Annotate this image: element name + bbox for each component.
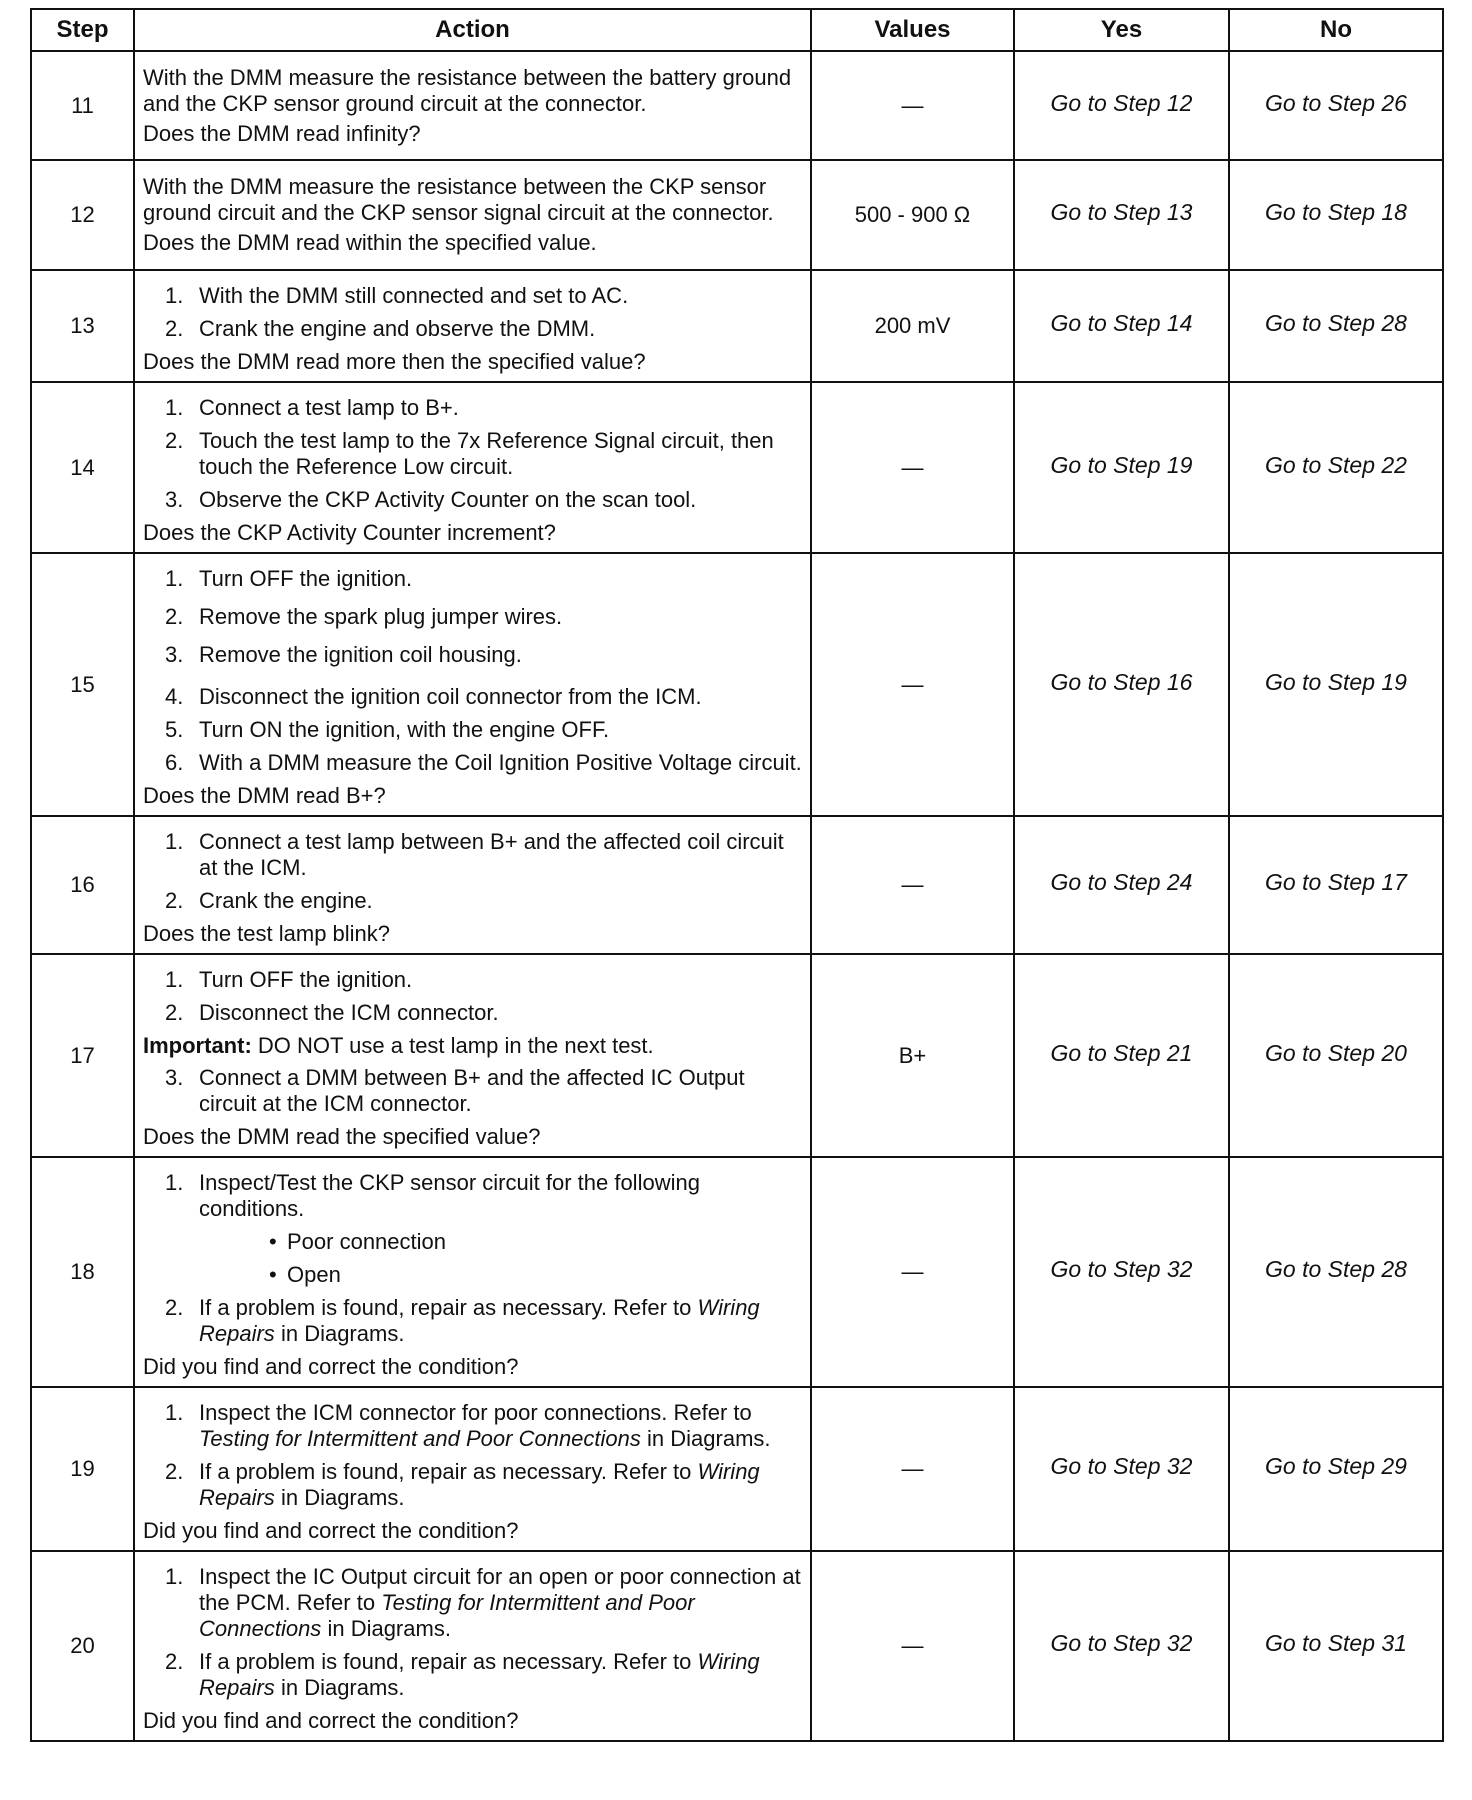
action-steps xyxy=(143,1170,802,1347)
action-step: 1. Connect a test lamp to B+. xyxy=(165,395,459,420)
step-number: 13 xyxy=(31,270,134,382)
no-link[interactable]: Go to Step 22 xyxy=(1229,382,1443,553)
action-step: 1. Inspect the IC Output circuit for an open or poor connection at the PCM. Refer to Testing for Intermittent and Poor Connections in Diagrams. xyxy=(165,1564,801,1641)
no-link[interactable]: Go to Step 31 xyxy=(1229,1551,1443,1741)
action-step: 3. Connect a DMM between B+ and the affected IC Output circuit at the ICM connector. xyxy=(165,1065,745,1116)
wiring-repairs-ref: Wiring Repairs xyxy=(199,1459,760,1510)
action-question: Does the CKP Activity Counter increment? xyxy=(143,520,556,545)
wiring-repairs-ref: Wiring Repairs xyxy=(199,1295,760,1346)
action-steps xyxy=(143,1400,802,1511)
important-label: Important: xyxy=(143,1033,252,1058)
action-steps xyxy=(143,1564,802,1701)
action-step: 2. Crank the engine and observe the DMM. xyxy=(165,316,596,341)
action-text: With the DMM measure the resistance between the CKP sensor ground circuit and the CKP sensor signal circuit at the connector. xyxy=(143,174,774,225)
diagnostic-table xyxy=(30,8,1444,1742)
action-step: 1. Inspect the ICM connector for poor connections. Refer to Testing for Intermittent and Poor Connections in Diagrams. xyxy=(165,1400,771,1451)
yes-link[interactable]: Go to Step 24 xyxy=(1014,816,1229,954)
action-question: Does the DMM read the specified value? xyxy=(143,1124,541,1149)
testing-ref: Testing for Intermittent and Poor Connections xyxy=(199,1426,641,1451)
action-question: Does the DMM read B+? xyxy=(143,783,386,808)
yes-link[interactable]: Go to Step 32 xyxy=(1014,1157,1229,1387)
table-row xyxy=(31,160,1443,270)
action-steps xyxy=(143,829,802,914)
action-step: 5. Turn ON the ignition, with the engine OFF. xyxy=(165,717,610,742)
yes-link[interactable]: Go to Step 21 xyxy=(1014,954,1229,1157)
condition-list xyxy=(199,1229,802,1288)
action-step: 1. Turn OFF the ignition. xyxy=(165,566,413,591)
values-cell: — xyxy=(811,1551,1014,1741)
action-cell xyxy=(134,954,811,1157)
yes-link[interactable]: Go to Step 14 xyxy=(1014,270,1229,382)
no-link[interactable]: Go to Step 18 xyxy=(1229,160,1443,270)
testing-ref: Testing for Intermittent and Poor Connections xyxy=(199,1590,695,1641)
step-number: 19 xyxy=(31,1387,134,1551)
table-row xyxy=(31,1157,1443,1387)
step-number: 11 xyxy=(31,51,134,160)
action-step: 3. Remove the ignition coil housing. xyxy=(165,642,522,667)
step-number: 14 xyxy=(31,382,134,553)
header-no: No xyxy=(1229,9,1443,51)
action-step: 2. If a problem is found, repair as necessary. Refer to Wiring Repairs in Diagrams. xyxy=(165,1649,760,1700)
values-cell: — xyxy=(811,382,1014,553)
no-link[interactable]: Go to Step 28 xyxy=(1229,270,1443,382)
table-row xyxy=(31,954,1443,1157)
no-link[interactable]: Go to Step 20 xyxy=(1229,954,1443,1157)
no-link[interactable]: Go to Step 17 xyxy=(1229,816,1443,954)
action-step: 4. Disconnect the ignition coil connector from the ICM. xyxy=(165,684,702,709)
header-row xyxy=(31,9,1443,51)
header-values: Values xyxy=(811,9,1014,51)
action-question: Did you find and correct the condition? xyxy=(143,1518,519,1543)
step-number: 12 xyxy=(31,160,134,270)
yes-link[interactable]: Go to Step 12 xyxy=(1014,51,1229,160)
action-cell xyxy=(134,1387,811,1551)
action-cell xyxy=(134,816,811,954)
wiring-repairs-ref: Wiring Repairs xyxy=(199,1649,760,1700)
action-steps xyxy=(143,1065,802,1117)
action-step: 1. With the DMM still connected and set to AC. xyxy=(165,283,629,308)
action-question: Does the DMM read more then the specified value? xyxy=(143,349,646,374)
no-link[interactable]: Go to Step 19 xyxy=(1229,553,1443,816)
step-number: 15 xyxy=(31,553,134,816)
action-steps xyxy=(143,566,802,776)
action-step: 2. If a problem is found, repair as necessary. Refer to Wiring Repairs in Diagrams. xyxy=(165,1295,760,1346)
table-row xyxy=(31,1551,1443,1741)
action-step: 2. Remove the spark plug jumper wires. xyxy=(165,604,563,629)
action-cell xyxy=(134,553,811,816)
yes-link[interactable]: Go to Step 16 xyxy=(1014,553,1229,816)
step-number: 18 xyxy=(31,1157,134,1387)
action-cell xyxy=(134,1157,811,1387)
no-link[interactable]: Go to Step 29 xyxy=(1229,1387,1443,1551)
table-row xyxy=(31,270,1443,382)
yes-link[interactable]: Go to Step 32 xyxy=(1014,1551,1229,1741)
important-text: DO NOT use a test lamp in the next test. xyxy=(257,1033,654,1058)
yes-link[interactable]: Go to Step 13 xyxy=(1014,160,1229,270)
no-link[interactable]: Go to Step 28 xyxy=(1229,1157,1443,1387)
action-steps xyxy=(143,395,802,513)
action-step: 2. Crank the engine. xyxy=(165,888,373,913)
important-note xyxy=(143,1033,802,1059)
table-row xyxy=(31,816,1443,954)
action-cell xyxy=(134,160,811,270)
action-cell xyxy=(134,270,811,382)
values-cell: — xyxy=(811,816,1014,954)
values-cell: B+ xyxy=(811,954,1014,1157)
header-action: Action xyxy=(134,9,811,51)
action-step: 3. Observe the CKP Activity Counter on the scan tool. xyxy=(165,487,697,512)
action-step: 2. If a problem is found, repair as necessary. Refer to Wiring Repairs in Diagrams. xyxy=(165,1459,760,1510)
yes-link[interactable]: Go to Step 19 xyxy=(1014,382,1229,553)
values-cell: 200 mV xyxy=(811,270,1014,382)
step-number: 17 xyxy=(31,954,134,1157)
action-question: Does the test lamp blink? xyxy=(143,921,391,946)
action-step: 6. With a DMM measure the Coil Ignition Positive Voltage circuit. xyxy=(165,750,802,775)
table-row xyxy=(31,553,1443,816)
action-step: 2. Touch the test lamp to the 7x Reference Signal circuit, then touch the Reference Low circuit. xyxy=(165,428,774,479)
condition-item: • Poor connection xyxy=(269,1229,446,1254)
action-question: Does the DMM read within the specified value. xyxy=(143,230,597,255)
action-cell xyxy=(134,382,811,553)
action-text: With the DMM measure the resistance between the battery ground and the CKP sensor ground circuit at the connector. xyxy=(143,64,792,116)
no-link[interactable]: Go to Step 26 xyxy=(1229,51,1443,160)
header-yes: Yes xyxy=(1014,9,1229,51)
header-step: Step xyxy=(31,9,134,51)
values-cell: 500 - 900 Ω xyxy=(811,160,1014,270)
step-number: 16 xyxy=(31,816,134,954)
action-question: Does the DMM read infinity? xyxy=(143,120,421,146)
action-step: 2. Disconnect the ICM connector. xyxy=(165,1000,499,1025)
table-row xyxy=(31,382,1443,553)
action-step: 1. Inspect/Test the CKP sensor circuit for the following conditions. • Poor connection • Open xyxy=(143,1170,802,1288)
table-row xyxy=(31,51,1443,160)
action-step: 1. Connect a test lamp between B+ and the affected coil circuit at the ICM. xyxy=(165,829,784,880)
action-question: Did you find and correct the condition? xyxy=(143,1708,519,1733)
values-cell: — xyxy=(811,51,1014,160)
values-cell: — xyxy=(811,553,1014,816)
action-steps xyxy=(143,967,802,1026)
values-cell: — xyxy=(811,1387,1014,1551)
action-step: 1. Turn OFF the ignition. xyxy=(165,967,413,992)
step-number: 20 xyxy=(31,1551,134,1741)
action-question: Did you find and correct the condition? xyxy=(143,1354,519,1379)
values-cell: — xyxy=(811,1157,1014,1387)
action-cell xyxy=(134,51,811,160)
yes-link[interactable]: Go to Step 32 xyxy=(1014,1387,1229,1551)
table-row xyxy=(31,1387,1443,1551)
action-cell xyxy=(134,1551,811,1741)
condition-item: • Open xyxy=(269,1262,341,1287)
action-steps xyxy=(143,283,802,342)
